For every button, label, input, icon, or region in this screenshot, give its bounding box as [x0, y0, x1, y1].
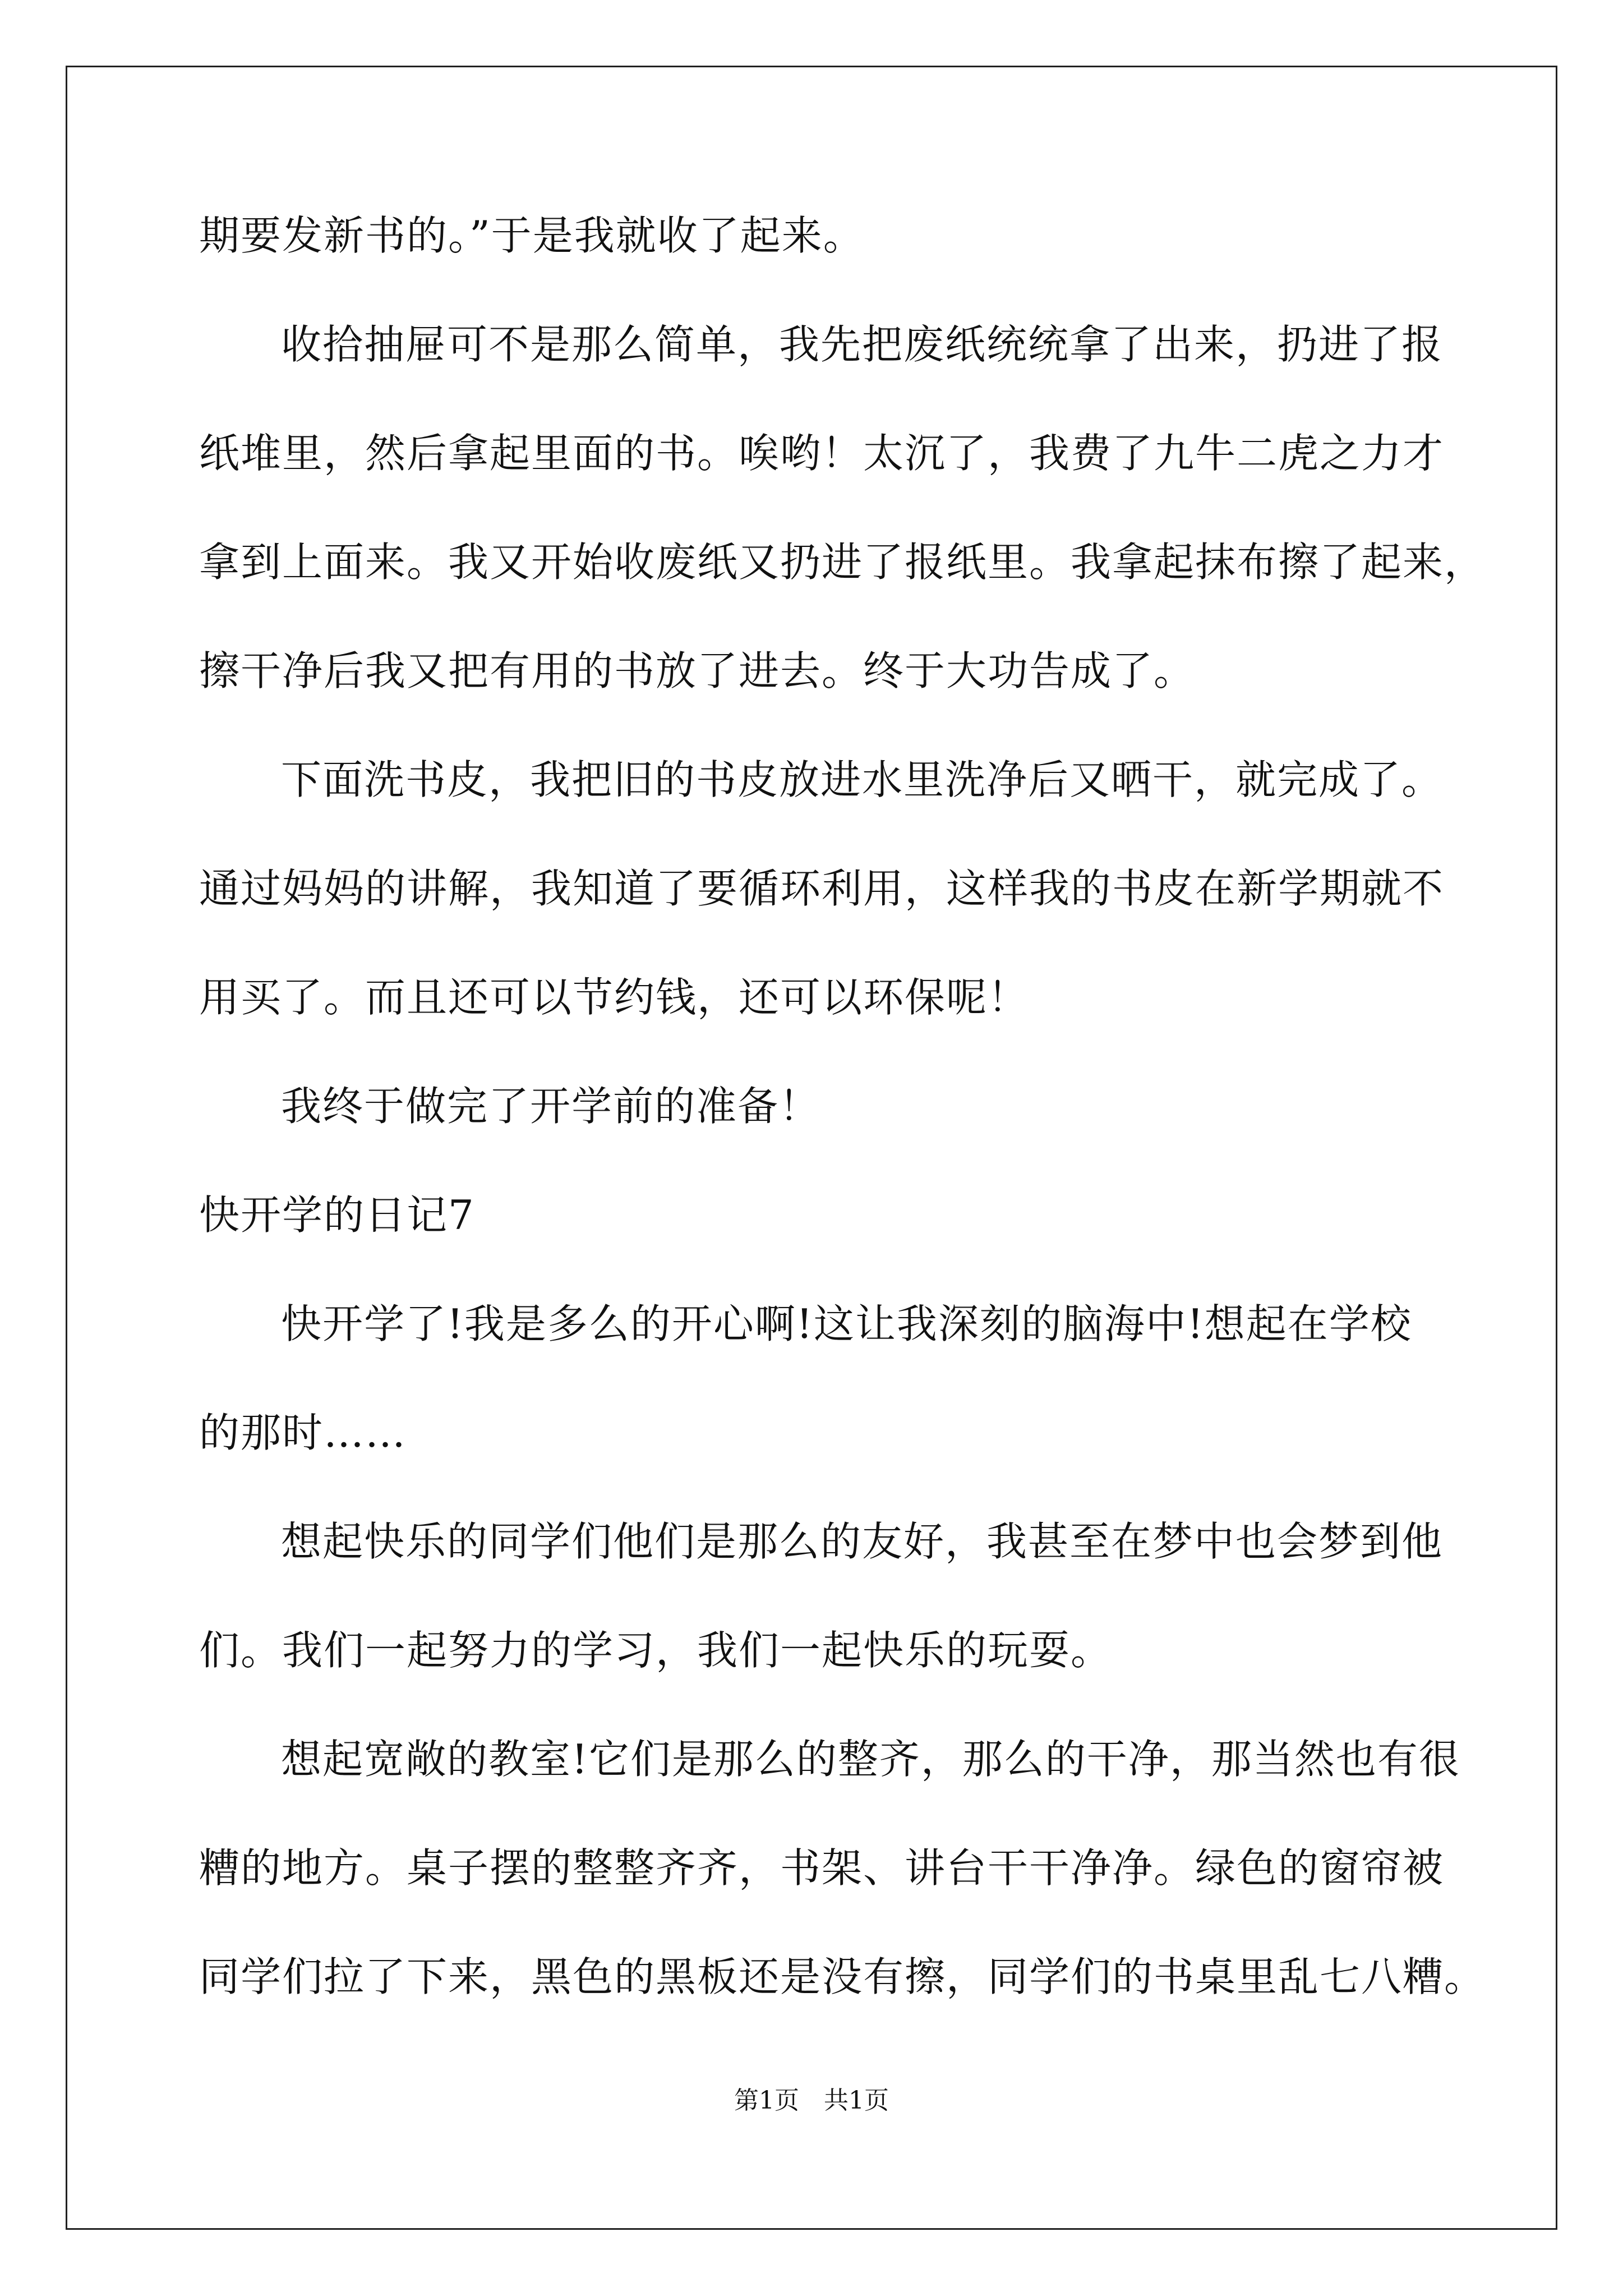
section-heading: 快开学的日记7: [199, 1191, 475, 1239]
text-line: 想起快乐的同学们他们是那么的友好，我甚至在梦中也会梦到他: [281, 1518, 1444, 1565]
text-line: 下面洗书皮，我把旧的书皮放进水里洗净后又晒干，就完成了。: [281, 756, 1444, 803]
text-line: 拿到上面来。我又开始收废纸又扔进了报纸里。我拿起抹布擦了起来，: [199, 539, 1486, 586]
text-line: 同学们拉了下来，黑色的黑板还是没有擦，同学们的书桌里乱七八糟。: [199, 1953, 1486, 2000]
text-line: 纸堆里，然后拿起里面的书。唉哟！太沉了，我费了九牛二虎之力才: [199, 430, 1445, 477]
text-line: 擦干净后我又把有用的书放了进去。终于大功告成了。: [199, 647, 1196, 694]
page-footer: 第1页 共1页: [734, 2086, 889, 2115]
text-line: 的那时……: [199, 1409, 407, 1456]
text-line: 快开学了!我是多么的开心啊!这让我深刻的脑海中!想起在学校: [281, 1300, 1412, 1347]
text-line: 们。我们一起努力的学习，我们一起快乐的玩耍。: [199, 1627, 1113, 1674]
document-body: [199, 208, 1486, 2058]
text-line: 期要发新书的。”于是我就收了起来。: [199, 212, 865, 259]
text-line: 我终于做完了开学前的准备！: [281, 1083, 821, 1130]
text-line: 想起宽敞的教室!它们是那么的整齐，那么的干净，那当然也有很: [281, 1736, 1460, 1783]
text-line: 通过妈妈的讲解，我知道了要循环利用，这样我的书皮在新学期就不: [199, 865, 1445, 912]
text-line: 用买了。而且还可以节约钱，还可以环保呢！: [199, 974, 1030, 1021]
text-line: 收拾抽屉可不是那么简单，我先把废纸统统拿了出来，扔进了报: [281, 321, 1444, 368]
text-line: 糟的地方。桌子摆的整整齐齐，书架、讲台干干净净。绿色的窗帘被: [199, 1844, 1445, 1892]
